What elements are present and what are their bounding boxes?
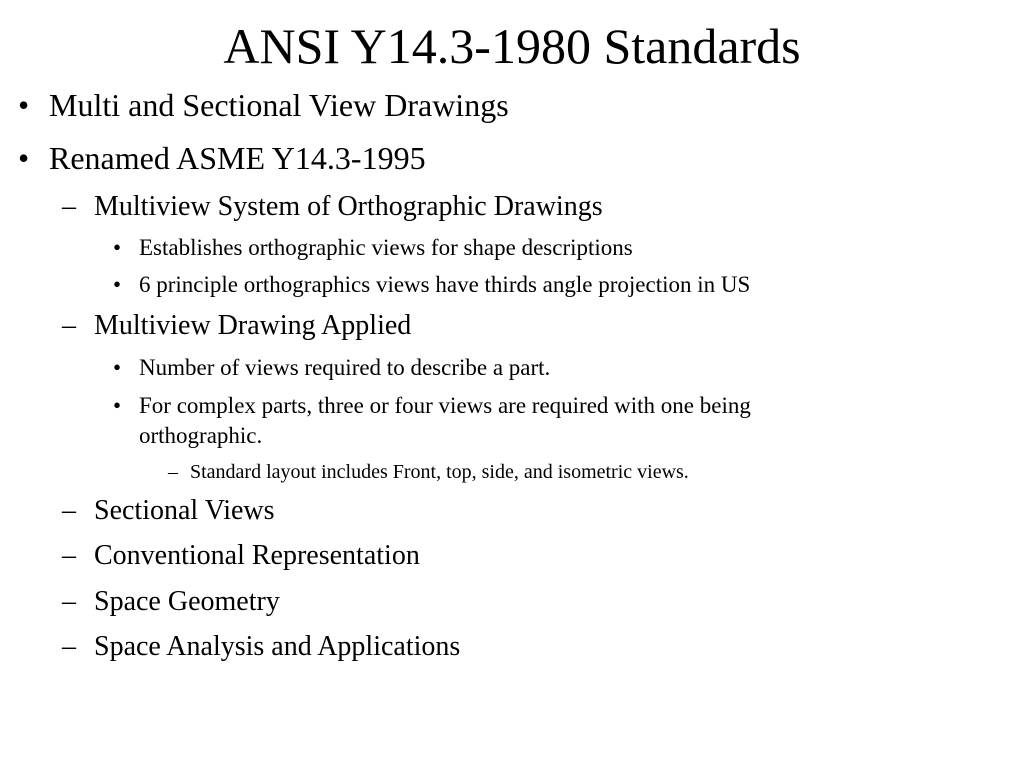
bullet-marker: • (113, 272, 122, 297)
sub-bullet-text: Sectional Views (94, 495, 275, 526)
sub-bullet-text: Conventional Representation (94, 540, 420, 571)
bullet-text: Multi and Sectional View Drawings (49, 87, 509, 123)
sub-sub-bullet-text: For complex parts, three or four views are required with one being (139, 393, 751, 418)
sub-sub-bullet-text: orthographic. (139, 423, 263, 448)
dash-marker: – (62, 540, 76, 571)
slide-title: ANSI Y14.3-1980 Standards (223, 18, 801, 74)
sub-sub-bullet-text: Establishes orthographic views for shape descriptions (139, 235, 633, 260)
dash-marker: – (62, 495, 76, 526)
bullet-marker: • (18, 140, 30, 176)
bullet-marker: • (18, 87, 30, 123)
sub-sub-bullet-text: 6 principle orthographics views have thirds angle projection in US (139, 272, 751, 297)
sub-bullet-text: Multiview Drawing Applied (94, 310, 412, 341)
level4-bullet-text: Standard layout includes Front, top, side, and isometric views. (190, 461, 689, 483)
dash-marker: – (62, 631, 76, 662)
bullet-text: Renamed ASME Y14.3-1995 (49, 140, 426, 176)
dash-marker: – (62, 586, 76, 617)
sub-bullet-text: Multiview System of Orthographic Drawings (94, 191, 603, 222)
dash-marker: – (62, 310, 76, 341)
sub-bullet-text: Space Analysis and Applications (94, 631, 461, 662)
dash-marker: – (62, 191, 76, 222)
bullet-marker: • (113, 235, 122, 260)
bullet-marker: • (113, 393, 122, 418)
sub-sub-bullet-text: Number of views required to describe a part. (139, 355, 551, 380)
dash-marker: – (168, 461, 178, 483)
sub-bullet-text: Space Geometry (94, 586, 280, 617)
bullet-marker: • (113, 355, 122, 380)
